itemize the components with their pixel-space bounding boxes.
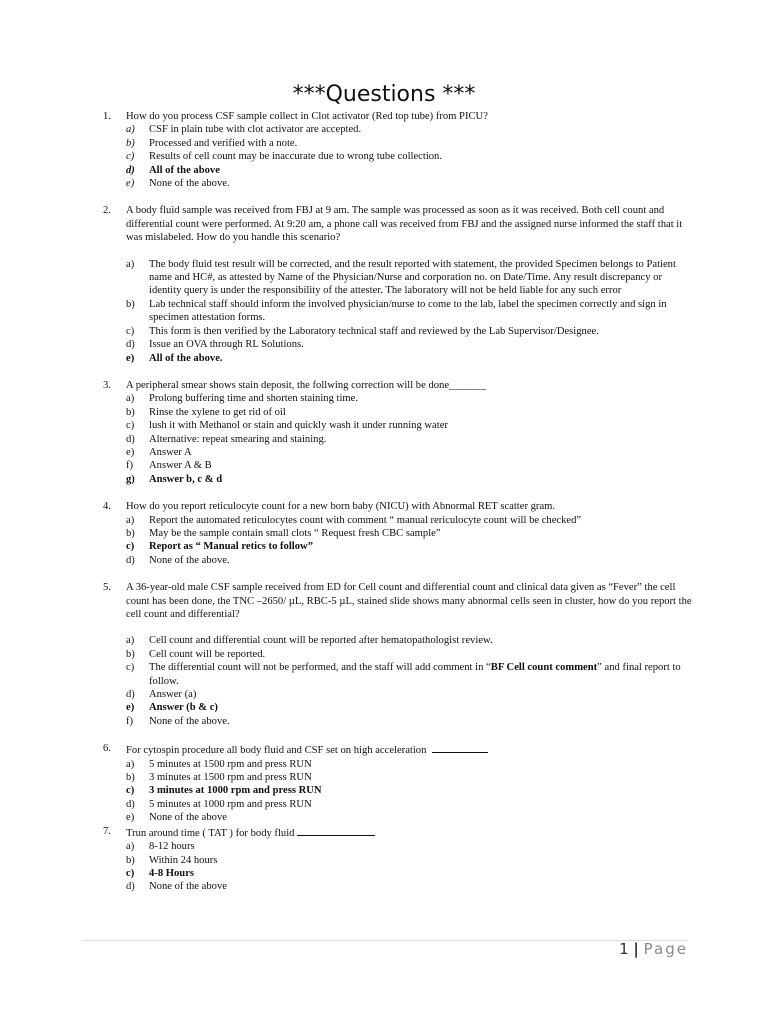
option-d: d) Issue an OVA through RL Solutions. <box>126 339 304 351</box>
answer-blank <box>432 742 488 753</box>
question-text: A 36-year-old male CSF sample received from ED for Cell count and differential count and clinical data given as “Fever” the cell count has been done, the TNC –2650/ µL, RBC-5 µL, stained slide shows many abnormal cells seen in cluster, how do you report the cell count and differential? <box>126 582 692 620</box>
page-title: ***Questions *** <box>292 82 476 107</box>
option-c: c) The differential count will not be performed, and the staff will add comment in “BF Cell count comment” and final report to follow. <box>126 662 681 687</box>
option-c-correct: c) 3 minutes at 1000 rpm and press RUN <box>126 785 322 797</box>
question-number: 2. <box>103 205 111 217</box>
question-6-options <box>103 758 693 825</box>
footer-divider <box>82 940 688 941</box>
option-c-correct: c) Report as “ Manual retics to follow” <box>126 541 313 553</box>
question-1 <box>103 110 693 123</box>
option-e-correct: e) Answer (b & c) <box>126 702 218 714</box>
option-g-correct: g) Answer b, c & d <box>126 473 223 485</box>
question-number: 7. <box>103 825 111 837</box>
option-c-correct: c) 4-8 Hours <box>126 867 195 879</box>
question-number: 3. <box>103 379 111 391</box>
option-a: a) Prolong buffering time and shorten staining time. <box>126 393 358 405</box>
question-text: A peripheral smear shows stain deposit, the follwing correction will be done_______ <box>126 379 487 391</box>
question-list <box>103 110 693 894</box>
option-a: a) The body fluid test result will be corrected, and the result reported with statement, the provided Specimen belongs to Patient name and HC#, as attested by Name of the Physician/Nurse and corporation no. on Date/Time. Any result discrepancy or identity query is under the responsibility of the attester. The laboratory will not be held liable for any such error <box>126 258 676 297</box>
option-a: a) 5 minutes at 1500 rpm and press RUN <box>126 758 312 770</box>
option-b: b) 3 minutes at 1500 rpm and press RUN <box>126 772 312 784</box>
option-b: b) Lab technical staff should inform the involved physician/nurse to come to the lab, label the specimen correctly and sign in specimen attestation forms. <box>126 298 667 324</box>
option-e: e) None of the above. <box>126 178 230 190</box>
question-7-options <box>103 840 693 894</box>
option-d: d) Alternative: repeat smearing and staining. <box>126 433 327 445</box>
option-b: b) May be the sample contain small clots “ Request fresh CBC sample” <box>126 527 441 539</box>
answer-blank <box>297 825 375 836</box>
option-c: c) Results of cell count may be inaccurate due to wrong tube collection. <box>126 151 442 163</box>
question-2 <box>103 204 693 244</box>
question-3-options <box>103 392 693 486</box>
footer-separator: | <box>633 940 639 958</box>
question-text: Trun around time ( TAT ) for body fluid <box>126 827 295 839</box>
option-a: a) 8-12 hours <box>126 841 195 853</box>
question-5-options <box>103 634 693 728</box>
question-text: For cytospin procedure all body fluid and CSF set on high acceleration <box>126 745 427 757</box>
option-d: d) Answer (a) <box>126 689 197 701</box>
option-b: b) Rinse the xylene to get rid of oil <box>126 406 286 418</box>
question-number: 6. <box>103 743 111 755</box>
page-footer <box>619 940 688 958</box>
page-word: Page <box>643 940 688 958</box>
question-number: 4. <box>103 501 111 513</box>
question-text: How do you report reticulocyte count for a new born baby (NICU) with Abnormal RET scatter gram. <box>126 501 556 513</box>
question-7 <box>103 825 693 840</box>
option-a: a) CSF in plain tube with clot activator are accepted. <box>126 124 362 136</box>
option-b: b) Cell count will be reported. <box>126 648 266 660</box>
option-f: f) None of the above. <box>126 715 230 727</box>
option-e-correct: e) All of the above. <box>126 352 223 364</box>
bf-comment-emphasis: BF Cell count comment <box>490 662 598 674</box>
option-d: d) None of the above <box>126 881 227 893</box>
option-d-correct: d) All of the above <box>126 164 220 176</box>
question-4-options <box>103 514 693 568</box>
option-b: b) Within 24 hours <box>126 854 218 866</box>
question-1-options <box>103 123 693 190</box>
option-a: a) Cell count and differential count will be reported after hematopathologist review. <box>126 635 493 647</box>
question-number: 1. <box>103 111 111 122</box>
question-5 <box>103 581 693 621</box>
option-c: c) This form is then verified by the Laboratory technical staff and reviewed by the Lab Supervisor/Designee. <box>126 325 599 337</box>
question-2-options <box>103 258 693 365</box>
option-b: b) Processed and verified with a note. <box>126 137 298 149</box>
question-text: A body fluid sample was received from FBJ at 9 am. The sample was processed as soon as it was received. Both cell count and differential count were performed. At 9:20 am, a phone call was received from FBJ and the assigned nurse informed the staff that it was mislabeled. How do you handle this scenario? <box>126 205 683 244</box>
question-6 <box>103 742 693 757</box>
page-number: 1 <box>619 940 629 958</box>
question-4 <box>103 500 693 513</box>
question-3 <box>103 379 693 392</box>
option-d: d) None of the above. <box>126 554 230 566</box>
question-number: 5. <box>103 582 111 594</box>
option-f: f) Answer A & B <box>126 460 212 472</box>
option-d: d) 5 minutes at 1000 rpm and press RUN <box>126 798 312 810</box>
option-a: a) Report the automated reticulocytes count with comment “ manual rericulocyte count will be checked” <box>126 514 582 526</box>
question-text: How do you process CSF sample collect in Clot activator (Red top tube) from PICU? <box>126 111 488 122</box>
option-c: c) lush it with Methanol or stain and quickly wash it under running water <box>126 420 448 432</box>
option-e: e) None of the above <box>126 812 227 824</box>
option-e: e) Answer A <box>126 446 192 458</box>
